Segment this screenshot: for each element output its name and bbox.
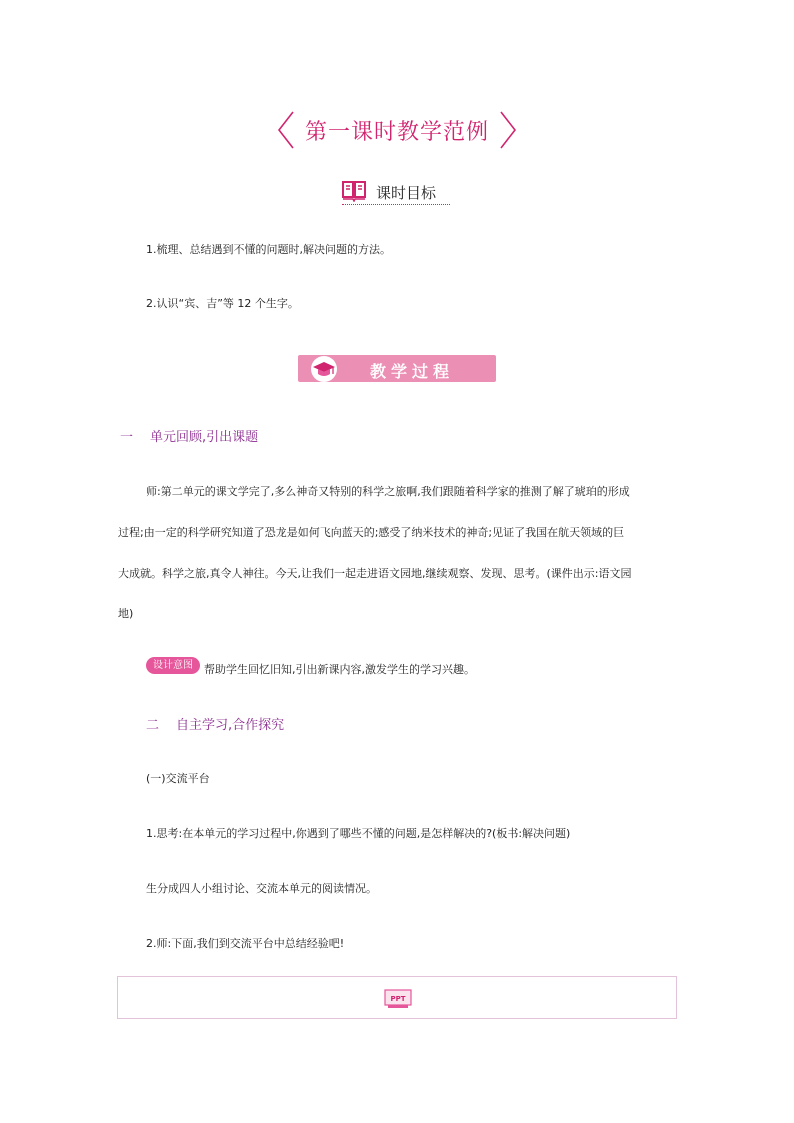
graduation-cap-icon [310, 355, 338, 383]
goals-heading-text: 课时目标 [376, 184, 437, 202]
section-2-line-3: 2.师:下面,我们到交流平台中总结经验吧! [146, 937, 345, 950]
design-intent-text: 帮助学生回忆旧知,引出新课内容,激发学生的学习兴趣。 [204, 663, 475, 676]
section-1-title: 单元回顾,引出课题 [150, 430, 259, 445]
ppt-slide-box[interactable] [117, 976, 677, 1019]
goals-heading [342, 180, 450, 206]
section-2-title: 自主学习,合作探究 [176, 718, 285, 733]
right-angle-bracket-icon [497, 110, 519, 150]
section-1-line-4: 地) [118, 607, 134, 620]
ppt-label: PPT [390, 995, 406, 1003]
section-1-line-1: 师:第二单元的课文学完了,多么神奇又特别的科学之旅啊,我们跟随着科学家的推测了解了琥珀的形成 [146, 485, 630, 498]
section-2-line-1: 1.思考:在本单元的学习过程中,你遇到了哪些不懂的问题,是怎样解决的?(板书:解决问题) [146, 827, 571, 840]
section-2-number: 二 [146, 718, 160, 733]
section-2-line-2: 生分成四人小组讨论、交流本单元的阅读情况。 [146, 882, 377, 895]
section-2-heading [146, 714, 284, 733]
title-block [0, 110, 794, 150]
book-icon [342, 180, 366, 202]
process-banner-text: 教学过程 [370, 362, 455, 381]
section-1-heading [120, 426, 258, 445]
left-angle-bracket-icon [275, 110, 297, 150]
goal-item-2: 2.认识“宾、吉”等 12 个生字。 [146, 297, 299, 310]
page-title: 第一课时教学范例 [304, 119, 489, 145]
process-banner [298, 355, 496, 382]
section-1-line-3: 大成就。科学之旅,真令人神往。今天,让我们一起走进语文园地,继续观察、发现、思考。(课件出示:语文园 [118, 567, 632, 580]
design-intent-badge: 设计意图 [146, 657, 200, 674]
goal-item-1: 1.梳理、总结遇到不懂的问题时,解决问题的方法。 [146, 243, 391, 256]
dotted-underline [342, 204, 450, 205]
section-2-subheading: (一)交流平台 [146, 772, 210, 785]
ppt-icon[interactable] [384, 989, 412, 1009]
section-1-line-2: 过程;由一定的科学研究知道了恐龙是如何飞向蓝天的;感受了纳米技术的神奇;见证了我国在航天领域的巨 [118, 526, 625, 539]
section-1-number: 一 [120, 430, 134, 445]
